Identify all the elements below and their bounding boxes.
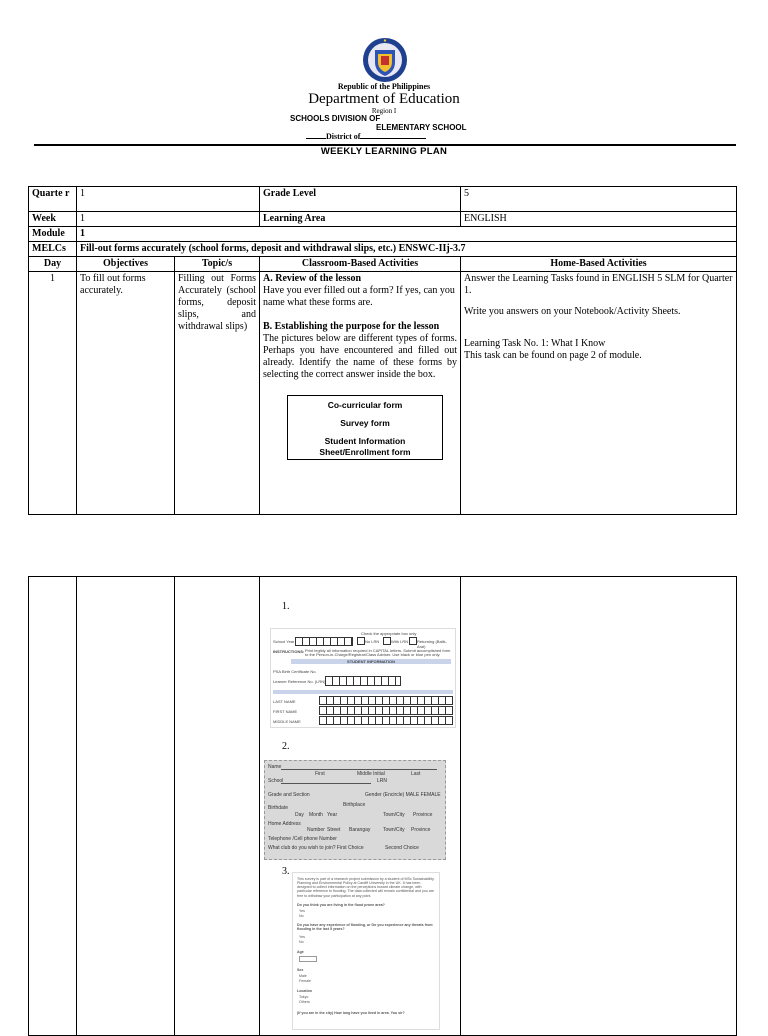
form1-section-heading: STUDENT INFORMATION <box>291 659 451 664</box>
form1-school-year: School Year <box>273 639 295 644</box>
col-home: Home-Based Activities <box>461 257 737 272</box>
day-number: 1 <box>29 272 77 515</box>
form1-instructions: Print legibly all information required in CAPITAL letters. Submit accomplished form to the Person-in-Charge/Registrar/Class Adviser. Use black or blue pen only. <box>305 648 451 658</box>
district-label: District of <box>326 132 361 141</box>
week-label: Week <box>29 212 77 227</box>
enrollment-form-image <box>270 628 456 728</box>
choice-item: Co-curricular form <box>327 400 403 410</box>
grade-value: 5 <box>461 187 737 212</box>
division-line: SCHOOLS DIVISION OF <box>290 114 381 123</box>
day-1-row <box>29 272 737 515</box>
middle-name-boxes <box>319 716 453 725</box>
form-number-3: 3. <box>282 866 290 877</box>
f2-barangay: Barangay <box>349 827 371 833</box>
f3-q2: Do you have any experience of flooding, or Do you experience any threats from flooding in the last 5 years? <box>297 923 433 932</box>
module-row <box>29 227 737 242</box>
area-label: Learning Area <box>260 212 461 227</box>
f3-age-select <box>299 956 317 962</box>
f2-town-2: Town/City <box>383 827 405 833</box>
form1-lrn: Learner Reference No. (LRN) <box>273 679 326 684</box>
review-text: Have you ever filled out a form? If yes, can you name what these forms are. <box>263 285 455 308</box>
cont-topic-cell <box>175 577 260 1036</box>
f2-first: First <box>315 771 325 777</box>
f2-month: Month <box>309 812 323 818</box>
module-value: 1 <box>77 227 737 242</box>
form1-first: FIRST NAME <box>273 709 298 714</box>
f2-address: Home Address <box>268 821 301 827</box>
col-classroom: Classroom-Based Activities <box>260 257 461 272</box>
home-task-1: Answer the Learning Tasks found in ENGLISH 5 SLM for Quarter 1. <box>464 273 733 296</box>
melcs-row <box>29 242 737 257</box>
checkbox <box>357 637 365 645</box>
f3-yes: Yes <box>299 909 305 913</box>
topic-cell: Filling out Forms Accurately (school forms, deposit slips, and withdrawal slips) <box>175 272 260 515</box>
f3-loc2: Others <box>299 1000 310 1004</box>
deped-seal-logo <box>356 36 414 84</box>
col-day: Day <box>29 257 77 272</box>
plan-title: WEEKLY LEARNING PLAN <box>320 146 448 157</box>
form1-last: LAST NAME <box>273 699 296 704</box>
f3-age: Age <box>297 950 304 954</box>
area-value: ENGLISH <box>461 212 737 227</box>
f3-no: No <box>299 914 304 918</box>
answer-choices-box <box>287 395 443 460</box>
f3-location: Location <box>297 989 312 993</box>
f2-club: What club do you wish to join? First Choice <box>268 845 364 851</box>
form1-band <box>273 690 453 694</box>
quarter-row <box>29 187 737 212</box>
lrn-boxes <box>325 676 401 686</box>
form1-with-lrn: With LRN <box>391 639 409 644</box>
f2-birthplace: Birthplace <box>343 802 366 808</box>
region-line: Region I <box>371 107 397 115</box>
first-name-boxes <box>319 706 453 715</box>
f2-school: School <box>268 778 284 784</box>
f3-q3: (If you are in the city) How long have you lived in area. You sir? <box>297 1011 405 1015</box>
survey-form-image <box>292 872 440 1030</box>
f3-intro: This survey is part of a research project submission by a student of MSc Sustainability, Planning and Environmental Policy at Cardiff University in the UK. It has been designed to collect information on the perceptions toward climate change, with particular reference to flooding. The data collected will remain confidential and you are free to withdraw your participation at any point. <box>297 877 435 898</box>
weekly-plan-table <box>28 186 737 515</box>
f2-middle: Middle Initial <box>357 771 385 777</box>
school-year-boxes <box>295 637 353 646</box>
f2-birthdate: Birthdate <box>268 805 289 811</box>
objective-cell: To fill out forms accurately. <box>77 272 175 515</box>
home-task-4: This task can be found on page 2 of module. <box>464 350 642 361</box>
f3-q1: Do you think you are living in the flood prone area? <box>297 903 385 907</box>
form1-middle: MIDDLE NAME <box>273 719 301 724</box>
choice-item: Student Information Sheet/Enrollment form <box>319 436 411 457</box>
form-number-2: 2. <box>282 741 290 752</box>
f2-number: Number <box>307 827 325 833</box>
republic-line: Republic of the Philippines <box>337 82 431 91</box>
melcs-label: MELCs <box>29 242 77 257</box>
quarter-value: 1 <box>77 187 260 212</box>
f2-year: Year <box>327 812 338 818</box>
school-line: ELEMENTARY SCHOOL <box>376 123 467 132</box>
cont-objective-cell <box>77 577 175 1036</box>
co-curricular-form-image <box>264 760 446 860</box>
f2-province-2: Province <box>411 827 431 833</box>
checkbox <box>409 637 417 645</box>
week-row <box>29 212 737 227</box>
f2-name: Name <box>268 764 282 770</box>
f3-male: Male <box>299 974 307 978</box>
f3-sex: Sex <box>297 968 304 972</box>
f2-last: Last <box>411 771 421 777</box>
cont-day-cell <box>29 577 77 1036</box>
f2-line <box>281 783 371 784</box>
form1-instructions-label: INSTRUCTIONS: <box>273 649 305 654</box>
form1-returning: Returning (Balik-Aral) <box>417 639 447 649</box>
f2-grade: Grade and Section <box>268 792 310 798</box>
f2-gender: Gender (Encircle) MALE FEMALE <box>365 792 441 798</box>
last-name-boxes <box>319 696 453 705</box>
home-task-3: Learning Task No. 1: What I Know <box>464 338 606 349</box>
f2-street: Street <box>327 827 341 833</box>
f3-female: Female <box>299 979 311 983</box>
melcs-value: Fill-out forms accurately (school forms, deposit and withdrawal slips, etc.) ENSWC-IIj-3.7 <box>77 242 737 257</box>
home-cell <box>461 272 737 515</box>
f3-yes-2: Yes <box>299 935 305 939</box>
form1-check-note: Check the appropriate box only <box>361 631 417 636</box>
f3-no-2: No <box>299 940 304 944</box>
quarter-label: Quarte r <box>29 187 77 212</box>
f2-town: Town/City <box>383 812 405 818</box>
f2-province: Province <box>413 812 433 818</box>
f2-day: Day <box>295 812 304 818</box>
f2-line <box>281 769 437 770</box>
purpose-text: The pictures below are different types of forms. Perhaps you have encountered and filled out already. Identify the name of these forms by selecting the correct answer inside the box. <box>263 333 457 380</box>
module-label: Module <box>29 227 77 242</box>
district-line <box>306 132 426 141</box>
review-heading: A. Review of the lesson <box>263 273 362 284</box>
f2-second: Second Choice <box>385 845 419 851</box>
f2-lrn: LRN <box>377 778 388 784</box>
cont-home-cell <box>461 577 737 1036</box>
form1-no-lrn: No LRN <box>365 639 380 644</box>
column-header-row <box>29 257 737 272</box>
f2-phone: Telephone /Cell phone Number <box>268 836 337 842</box>
purpose-heading: B. Establishing the purpose for the lesson <box>263 321 440 332</box>
classroom-cell <box>260 272 461 515</box>
grade-label: Grade Level <box>260 187 461 212</box>
choice-item: Survey form <box>340 418 390 429</box>
home-task-2: Write you answers on your Notebook/Activity Sheets. <box>464 306 681 317</box>
checkbox <box>383 637 391 645</box>
week-value: 1 <box>77 212 260 227</box>
department-title: Department of Education <box>308 91 460 107</box>
form1-psa: PSA Birth Certificate No. <box>273 669 317 674</box>
col-objectives: Objectives <box>77 257 175 272</box>
f3-loc1: Tokyo <box>299 995 309 999</box>
form-number-1: 1. <box>282 601 290 612</box>
col-topics: Topic/s <box>175 257 260 272</box>
